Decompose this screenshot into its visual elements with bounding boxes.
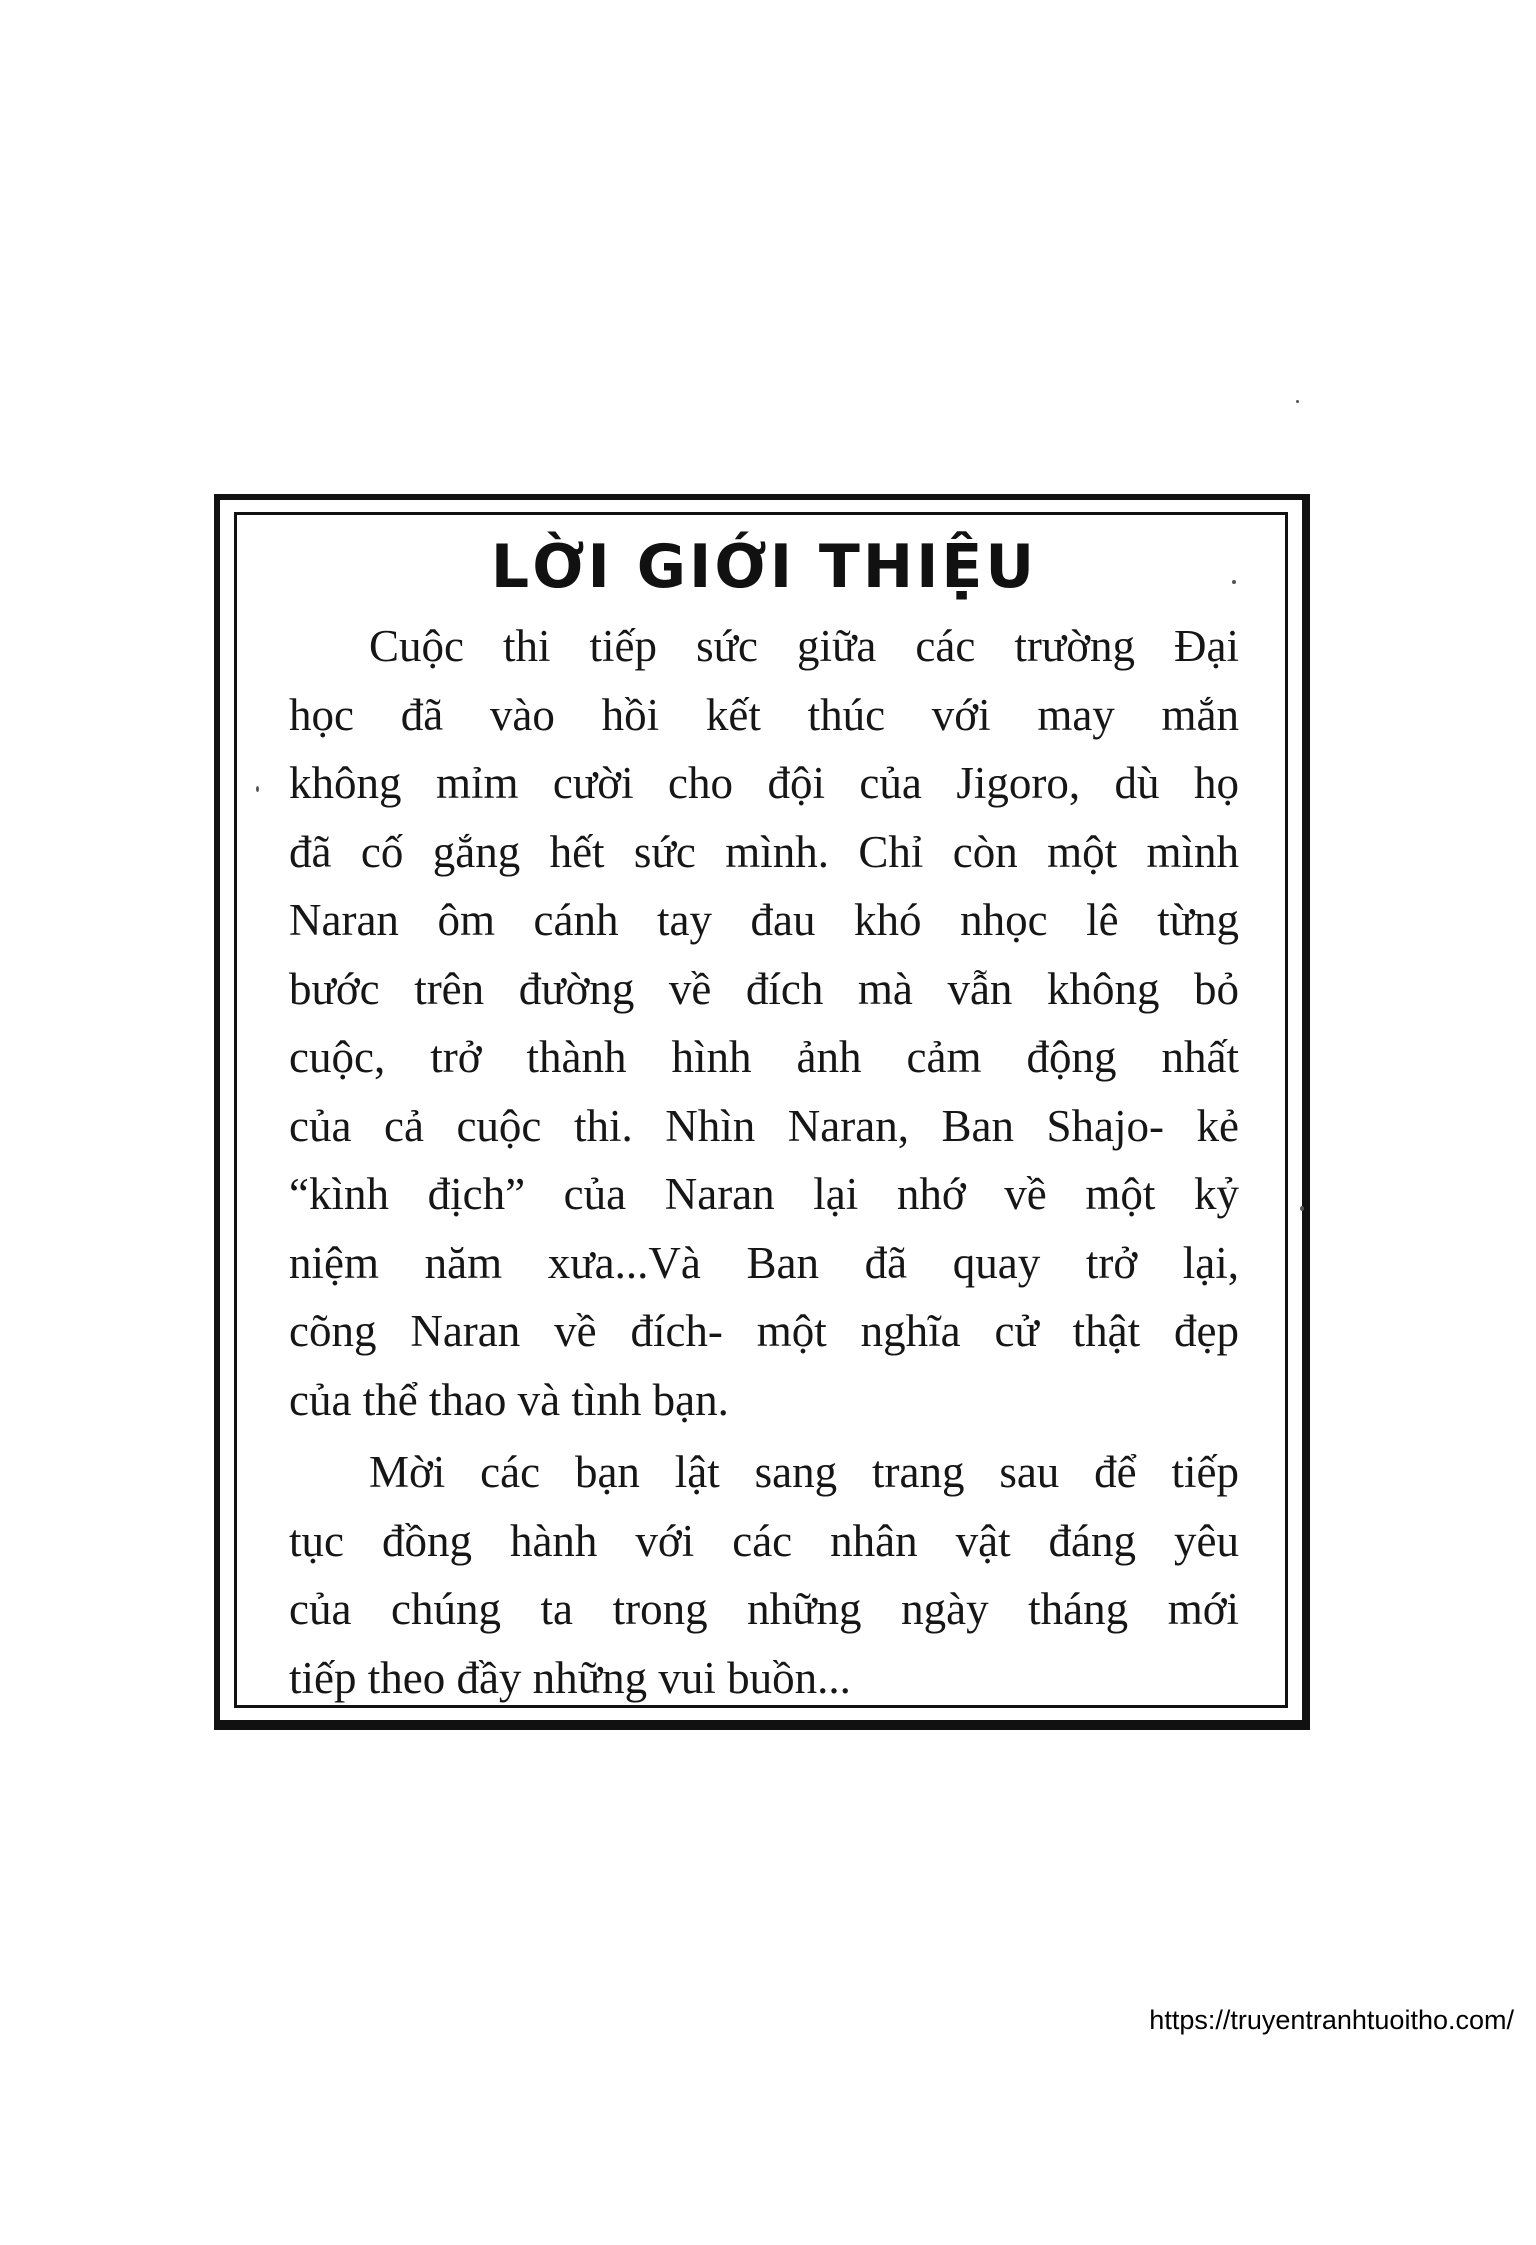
scan-speck: [1300, 1206, 1304, 1211]
paragraph-line: cõng Naran về đích- một nghĩa cử thật đẹp: [289, 1306, 1239, 1356]
paragraph-line: Mời các bạn lật sang trang sau để tiếp: [369, 1447, 1239, 1497]
paragraph-line: của chúng ta trong những ngày tháng mới: [289, 1584, 1239, 1634]
introduction-box: [214, 494, 1310, 1730]
paragraph-line: Naran ôm cánh tay đau khó nhọc lê từng: [289, 895, 1239, 945]
page-title: LỜI GIỚI THIỆU: [490, 532, 1038, 602]
paragraph-2: [289, 1438, 1239, 1712]
paragraph-line: học đã vào hồi kết thúc với may mắn: [289, 689, 1239, 740]
paragraph-line: của thể thao và tình bạn.: [289, 1374, 729, 1425]
introduction-content: [289, 533, 1239, 1712]
paragraph-line: Cuộc thi tiếp sức giữa các trường Đại: [369, 621, 1239, 671]
introduction-box-inner-border: [234, 512, 1288, 1708]
scan-speck: [1296, 400, 1299, 403]
website-url-link[interactable]: https://truyentranhtuoitho.com/: [1149, 2005, 1514, 2035]
scan-speck: [256, 786, 259, 792]
paragraph-line: tiếp theo đầy những vui buồn...: [289, 1652, 851, 1703]
scan-speck: [1232, 580, 1236, 584]
paragraph-line: cuộc, trở thành hình ảnh cảm động nhất: [289, 1032, 1239, 1082]
paragraph-line: bước trên đường về đích mà vẫn không bỏ: [289, 963, 1239, 1014]
paragraph-line: “kình địch” của Naran lại nhớ về một kỷ: [289, 1169, 1239, 1219]
paragraph-1: [289, 612, 1239, 1434]
paragraph-line: tục đồng hành với các nhân vật đáng yêu: [289, 1515, 1239, 1566]
paragraph-line: không mỉm cười cho đội của Jigoro, dù họ: [289, 758, 1239, 808]
paragraph-line: đã cố gắng hết sức mình. Chỉ còn một mình: [289, 826, 1239, 877]
paragraph-line: của cả cuộc thi. Nhìn Naran, Ban Shajo- kẻ: [289, 1100, 1239, 1151]
paragraph-line: niệm năm xưa...Và Ban đã quay trở lại,: [289, 1237, 1239, 1288]
